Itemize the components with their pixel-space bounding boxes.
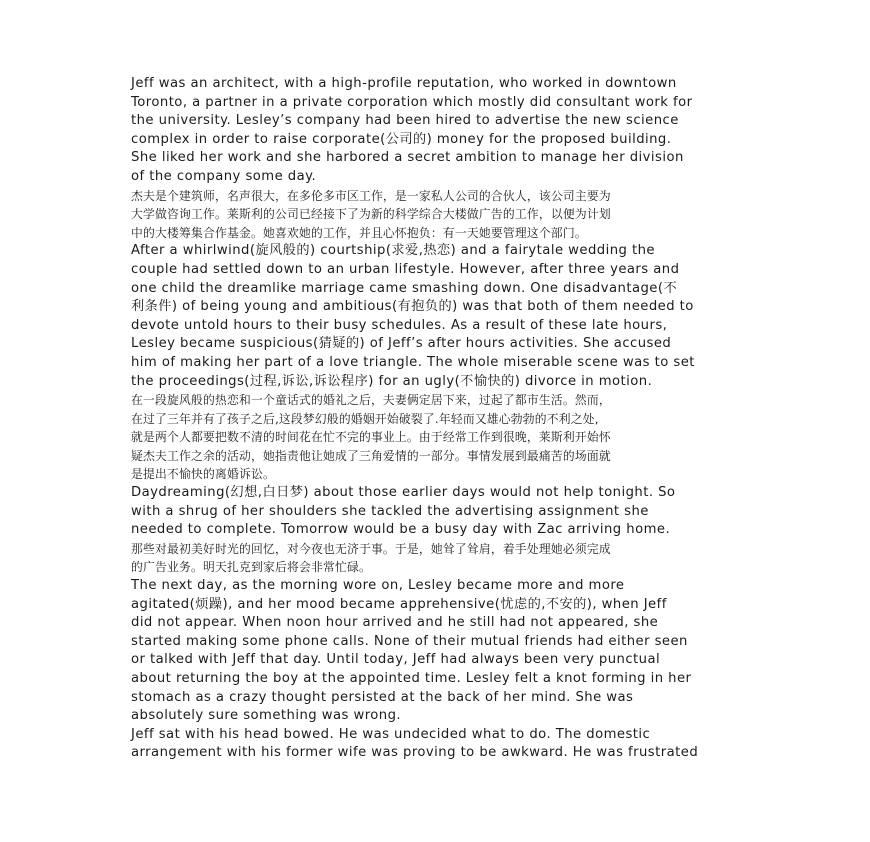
text-line: started making some phone calls. None of their mutual friends had either seen <box>131 633 688 649</box>
text-line: the proceedings(过程,诉讼,诉讼程序) for an ugly(不愉快的) divorce in motion. <box>131 373 653 389</box>
text-line: 的广告业务。明天扎克到家后将会非常忙碌。 <box>131 560 371 575</box>
text-line: Jeff was an architect, with a high-profile reputation, who worked in downtown <box>131 76 677 91</box>
paragraph-english-3 <box>131 484 743 540</box>
text-line: Toronto, a partner in a private corporation which mostly did consultant work for <box>131 94 693 110</box>
text-line: him of making her part of a love triangle. The whole miserable scene was to set <box>131 354 695 370</box>
text-line: 是提出不愉快的离婚诉讼。 <box>131 467 275 482</box>
text-line: 疑杰夫工作之余的活动，她指责他让她成了三角爱情的一部分。事情发展到最痛苦的场面就 <box>131 448 611 463</box>
text-line: of the company some day. <box>131 168 317 184</box>
text-line: Daydreaming(幻想,白日梦) about those earlier days would not help tonight. So <box>131 485 676 501</box>
text-line: agitated(烦躁), and her mood became apprehensive(忧虑的,不安的), when Jeff <box>131 596 667 612</box>
text-line: the university. Lesley’s company had been hired to advertise the new science <box>131 113 679 129</box>
text-line: or talked with Jeff that day. Until today, Jeff had always been very punctual <box>131 652 661 668</box>
text-line: 利条件) of being young and ambitious(有抱负的) was that both of them needed to <box>131 299 694 315</box>
text-line: 那些对最初美好时光的回忆，对今夜也无济于事。于是，她耸了耸肩，着手处理她必须完成 <box>131 541 611 556</box>
text-line: Lesley became suspicious(猜疑的) of Jeff’s after hours activities. She accused <box>131 336 672 352</box>
text-line: complex in order to raise corporate(公司的) money for the proposed building. <box>131 131 672 147</box>
text-line: about returning the boy at the appointed time. Lesley felt a knot forming in her <box>131 671 692 686</box>
text-line: needed to complete. Tomorrow would be a busy day with Zac arriving home. <box>131 522 671 538</box>
text-line: 就是两个人都要把数不清的时间花在忙不完的事业上。由于经常工作到很晚，莱斯利开始怀 <box>131 430 611 445</box>
text-line: 在过了三年并有了孩子之后,这段梦幻般的婚姻开始破裂了.年轻而又雄心勃勃的不利之处, <box>131 411 599 426</box>
text-line: one child the dreamlike marriage came smashing down. One disadvantage(不 <box>131 280 678 296</box>
text-line: 杰夫是个建筑师，名声很大，在多伦多市区工作，是一家私人公司的合伙人，该公司主要为 <box>131 188 611 203</box>
text-line: arrangement with his former wife was proving to be awkward. He was frustrated <box>131 745 699 761</box>
text-line: 在一段旋风般的热恋和一个童话式的婚礼之后，夫妻俩定居下来，过起了都市生活。然而， <box>131 393 611 408</box>
document-body <box>131 75 743 763</box>
paragraph-chinese-1 <box>131 187 743 243</box>
text-line: did not appear. When noon hour arrived and he still had not appeared, she <box>131 615 659 631</box>
text-line: The next day, as the morning wore on, Lesley became more and more <box>131 578 625 594</box>
text-line: stomach as a crazy thought persisted at the back of her mind. She was <box>131 689 634 705</box>
paragraph-chinese-2 <box>131 391 743 484</box>
text-line: 中的大楼筹集合作基金。她喜欢她的工作，并且心怀抱负：有一天她要管理这个部门。 <box>131 225 587 240</box>
text-line: 大学做咨询工作。莱斯利的公司已经接下了为新的科学综合大楼做广告的工作，以便为计划 <box>131 207 611 222</box>
paragraph-english-4 <box>131 577 743 726</box>
text-line: Jeff sat with his head bowed. He was undecided what to do. The domestic <box>131 726 651 742</box>
text-line: absolutely sure something was wrong. <box>131 708 402 724</box>
paragraph-english-1 <box>131 75 743 187</box>
text-line: She liked her work and she harbored a secret ambition to manage her division <box>131 150 684 166</box>
paragraph-chinese-3 <box>131 540 743 577</box>
text-line: devote untold hours to their busy schedules. As a result of these late hours, <box>131 317 668 333</box>
text-line: After a whirlwind(旋风般的) courtship(求爱,热恋) and a fairytale wedding the <box>131 243 655 259</box>
text-line: couple had settled down to an urban lifestyle. However, after three years and <box>131 261 680 277</box>
paragraph-english-5 <box>131 726 743 763</box>
paragraph-english-2 <box>131 242 743 391</box>
text-line: with a shrug of her shoulders she tackled the advertising assignment she <box>131 503 649 519</box>
